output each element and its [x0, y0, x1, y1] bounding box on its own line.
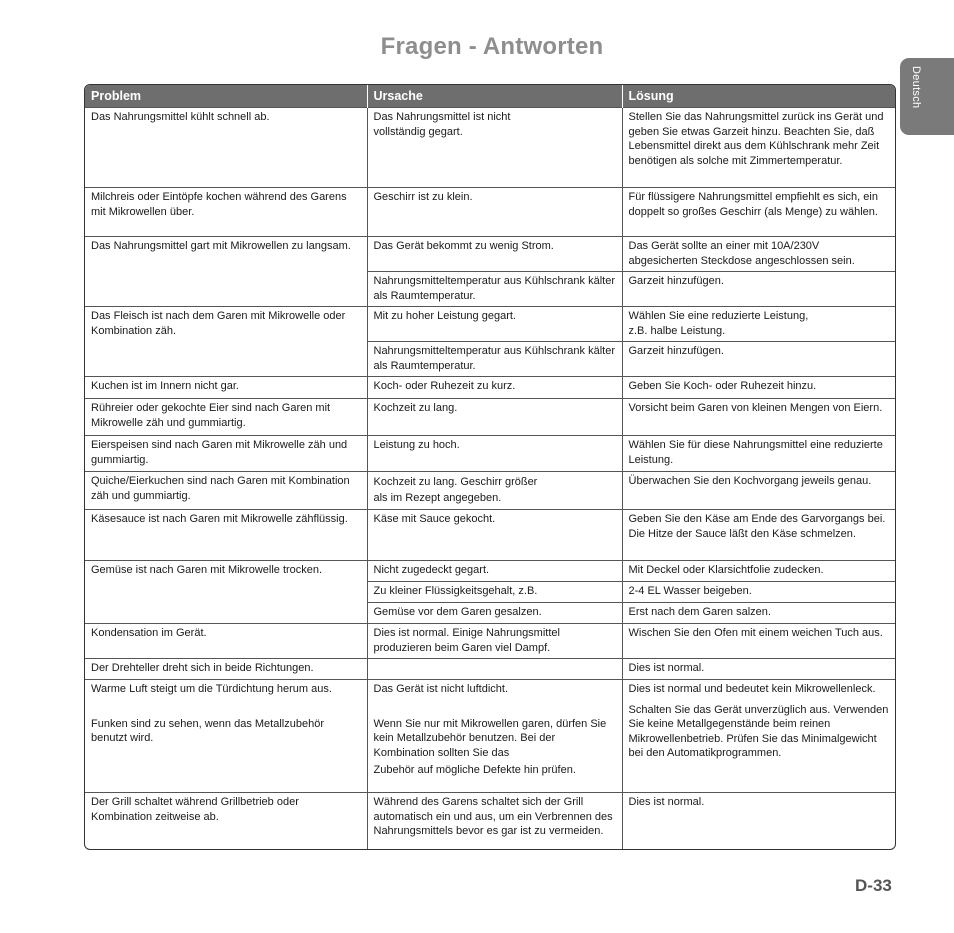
solution-cell: Überwachen Sie den Kochvorgang jeweils genau.	[622, 472, 895, 510]
page-title: Fragen - Antworten	[380, 33, 604, 60]
solution-cell: Wischen Sie den Ofen mit einem weichen Tuch aus.	[622, 624, 895, 659]
solution-cell: Wählen Sie für diese Nahrungsmittel eine reduzierte Leistung.	[622, 436, 895, 472]
page-number: D-33	[855, 876, 892, 895]
cause-cell: Während des Garens schaltet sich der Grill automatisch ein und aus, um ein Verbrennen des Nahrungsmittels bevor es gar ist zu vermeiden.	[367, 793, 622, 851]
table-row	[85, 793, 895, 851]
cause-cell: Koch- oder Ruhezeit zu kurz.	[367, 377, 622, 399]
table-row	[85, 561, 895, 582]
solution-cell: Geben Sie den Käse am Ende des Garvorgangs bei. Die Hitze der Sauce läßt den Käse schmelzen.	[622, 510, 895, 561]
solution-cell: Mit Deckel oder Klarsichtfolie zudecken.	[622, 561, 895, 582]
problem-cell: Quiche/Eierkuchen sind nach Garen mit Kombination zäh und gummiartig.	[85, 472, 367, 510]
table-row	[85, 108, 895, 188]
cause-cell: Geschirr ist zu klein.	[367, 188, 622, 237]
solution-text: Dies ist normal und bedeutet kein Mikrowellenleck.	[628, 683, 876, 695]
solution-cell: 2-4 EL Wasser beigeben.	[622, 582, 895, 603]
table-row	[85, 624, 895, 659]
cause-cell: Gemüse vor dem Garen gesalzen.	[367, 603, 622, 624]
solution-cell: Erst nach dem Garen salzen.	[622, 603, 895, 624]
cause-cell: Leistung zu hoch.	[367, 436, 622, 472]
solution-cell: Dies ist normal.	[622, 793, 895, 851]
cause-cell: Nicht zugedeckt gegart.	[367, 561, 622, 582]
problem-cell: Gemüse ist nach Garen mit Mikrowelle trocken.	[85, 561, 367, 624]
cause-cell: Das Nahrungsmittel ist nicht vollständig gegart.	[367, 108, 622, 188]
problem-cell: Käsesauce ist nach Garen mit Mikrowelle zähflüssig.	[85, 510, 367, 561]
cause-cell: Nahrungsmitteltemperatur aus Kühlschrank kälter als Raumtemperatur.	[367, 272, 622, 307]
language-tab	[900, 58, 954, 135]
solution-cell: Geben Sie Koch- oder Ruhezeit hinzu.	[622, 377, 895, 399]
table-row	[85, 307, 895, 342]
solution-cell: Das Gerät sollte an einer mit 10A/230V abgesicherten Steckdose angeschlossen sein.	[622, 237, 895, 272]
table-header-row	[85, 85, 895, 108]
language-tab-label: Deutsch	[910, 66, 922, 109]
table-row	[85, 399, 895, 436]
cause-cell: Dies ist normal. Einige Nahrungsmittel produzieren beim Garen viel Dampf.	[367, 624, 622, 659]
solution-cell: Wählen Sie eine reduzierte Leistung, z.B. halbe Leistung.	[622, 307, 895, 342]
problem-cell: Das Fleisch ist nach dem Garen mit Mikrowelle oder Kombination zäh.	[85, 307, 367, 377]
table-row	[85, 659, 895, 680]
problem-cell: Der Drehteller dreht sich in beide Richtungen.	[85, 659, 367, 680]
solution-cell: Für flüssigere Nahrungsmittel empfiehlt es sich, ein doppelt so großes Geschirr (als Menge) zu wählen.	[622, 188, 895, 237]
header-ursache: Ursache	[367, 85, 622, 108]
cause-text: Wenn Sie nur mit Mikrowellen garen, dürfen Sie kein Metallzubehör benutzen. Bei der Kombination sollten Sie das	[373, 717, 607, 759]
header-problem: Problem	[85, 85, 367, 108]
problem-text: Funken sind zu sehen, wenn das Metallzubehör benutzt wird.	[91, 717, 324, 744]
table-row	[85, 436, 895, 472]
cause-text: Zubehör auf mögliche Defekte hin prüfen.	[373, 764, 576, 776]
problem-cell: Milchreis oder Eintöpfe kochen während des Garens mit Mikrowellen über.	[85, 188, 367, 237]
solution-cell: Garzeit hinzufügen.	[622, 342, 895, 377]
cause-cell: Käse mit Sauce gekocht.	[367, 510, 622, 561]
solution-cell: Garzeit hinzufügen.	[622, 272, 895, 307]
cause-cell: Nahrungsmitteltemperatur aus Kühlschrank kälter als Raumtemperatur.	[367, 342, 622, 377]
header-loesung: Lösung	[622, 85, 895, 108]
table-row	[85, 377, 895, 399]
solution-cell: Dies ist normal.	[622, 659, 895, 680]
cause-cell	[367, 680, 622, 793]
problem-cell: Das Nahrungsmittel kühlt schnell ab.	[85, 108, 367, 188]
solution-cell: Vorsicht beim Garen von kleinen Mengen von Eiern.	[622, 399, 895, 436]
cause-cell	[367, 659, 622, 680]
solution-text: Schalten Sie das Gerät unverzüglich aus. Verwenden Sie keine Metallgegenstände beim reinen Mikrowellenbetrieb. Prüfen Sie das Minimalgewicht bei den Automatikprogrammen.	[628, 703, 889, 759]
solution-cell	[622, 680, 895, 793]
cause-cell: Das Gerät bekommt zu wenig Strom.	[367, 237, 622, 272]
problem-cell	[85, 680, 367, 793]
problem-cell: Der Grill schaltet während Grillbetrieb oder Kombination zeitweise ab.	[85, 793, 367, 851]
problem-cell: Kondensation im Gerät.	[85, 624, 367, 659]
cause-cell: Mit zu hoher Leistung gegart.	[367, 307, 622, 342]
problem-cell: Das Nahrungsmittel gart mit Mikrowellen zu langsam.	[85, 237, 367, 307]
problem-cell: Kuchen ist im Innern nicht gar.	[85, 377, 367, 399]
cause-text: Das Gerät ist nicht luftdicht.	[373, 683, 508, 695]
table-row	[85, 472, 895, 510]
solution-cell: Stellen Sie das Nahrungsmittel zurück ins Gerät und geben Sie etwas Garzeit hinzu. Beachten Sie, daß Lebensmittel direkt aus dem Kühlschrank mehr Zeit benötigen als solche mit Zimmertemperatur.	[622, 108, 895, 188]
problem-text: Warme Luft steigt um die Türdichtung herum aus.	[91, 683, 332, 695]
cause-cell: Kochzeit zu lang.	[367, 399, 622, 436]
table-row	[85, 680, 895, 793]
table-row	[85, 237, 895, 272]
faq-table	[84, 84, 896, 850]
cause-cell: Zu kleiner Flüssigkeitsgehalt, z.B.	[367, 582, 622, 603]
problem-cell: Eierspeisen sind nach Garen mit Mikrowelle zäh und gummiartig.	[85, 436, 367, 472]
problem-cell: Rühreier oder gekochte Eier sind nach Garen mit Mikrowelle zäh und gummiartig.	[85, 399, 367, 436]
table-row	[85, 188, 895, 237]
table-row	[85, 510, 895, 561]
cause-cell: Kochzeit zu lang. Geschirr größer als im Rezept angegeben.	[367, 472, 622, 510]
